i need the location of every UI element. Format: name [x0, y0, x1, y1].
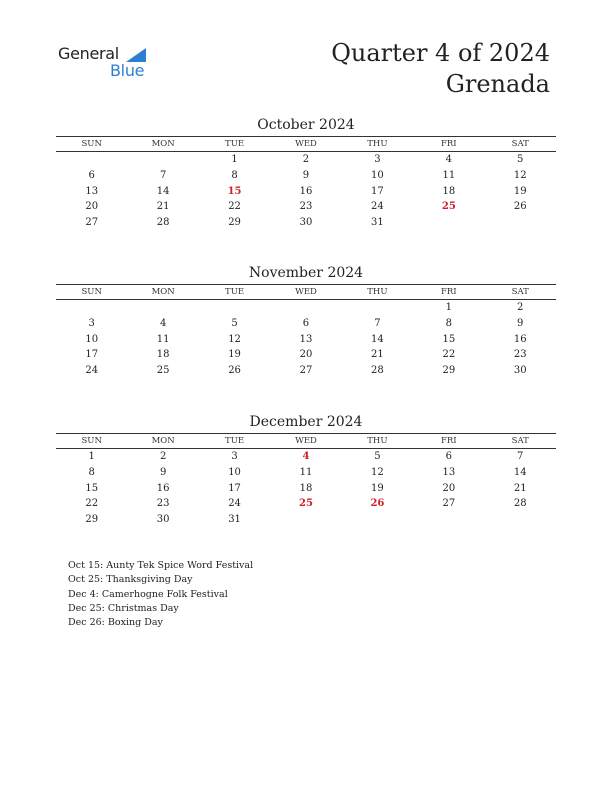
empty-day-cell — [485, 215, 556, 231]
day-cell: 17 — [228, 482, 241, 494]
day-cell: 31 — [228, 514, 241, 526]
day-cell: 11 — [156, 333, 170, 345]
day-cell: 30 — [156, 514, 170, 526]
weekday-label: SAT — [511, 436, 529, 446]
weekday-label: SUN — [81, 436, 102, 446]
day-cell: 9 — [302, 169, 310, 181]
weekday-label: MON — [151, 287, 175, 297]
day-cell: 23 — [299, 201, 313, 213]
day-cell: 30 — [513, 365, 527, 377]
day-cell: 24 — [371, 201, 384, 213]
weekday-label: SUN — [81, 287, 102, 297]
month-grid — [56, 300, 556, 379]
day-cell: 25 — [156, 365, 170, 377]
day-cell: 28 — [513, 498, 527, 510]
week-row — [56, 199, 556, 215]
day-cell: 18 — [299, 482, 313, 494]
country-title: Grenada — [445, 70, 550, 98]
day-cell: 14 — [371, 333, 384, 345]
weekday-label: FRI — [440, 139, 457, 149]
day-cell: 27 — [442, 498, 456, 510]
day-cell: 31 — [371, 217, 384, 229]
day-cell: 12 — [513, 169, 527, 181]
empty-day-cell — [342, 300, 413, 316]
holiday-day-cell: 26 — [370, 498, 385, 510]
week-row — [56, 152, 556, 168]
day-cell: 14 — [513, 466, 527, 478]
day-cell: 6 — [88, 169, 95, 181]
weekday-label: MON — [151, 436, 175, 446]
quarter-title: Quarter 4 of 2024 — [331, 39, 550, 67]
day-cell: 7 — [517, 451, 524, 462]
month-title: November 2024 — [248, 265, 364, 281]
day-cell: 21 — [371, 349, 384, 361]
day-cell: 14 — [156, 185, 170, 197]
day-cell: 18 — [442, 185, 456, 197]
day-cell: 6 — [302, 317, 310, 329]
logo-flag-icon — [126, 48, 146, 62]
week-row — [56, 184, 556, 200]
day-cell: 1 — [231, 154, 238, 165]
weekday-label: TUE — [225, 436, 245, 446]
day-cell: 20 — [442, 482, 456, 494]
day-cell: 5 — [517, 154, 524, 165]
week-row — [56, 512, 556, 528]
day-cell: 30 — [299, 217, 313, 229]
weekday-label: TUE — [225, 139, 245, 149]
day-cell: 17 — [85, 349, 99, 361]
day-cell: 15 — [85, 482, 99, 494]
holiday-day-cell: 15 — [227, 185, 242, 197]
month-title: December 2024 — [249, 414, 363, 430]
day-cell: 5 — [231, 317, 238, 329]
empty-day-cell — [199, 300, 270, 316]
day-cell: 13 — [299, 333, 313, 345]
month-october — [56, 116, 556, 231]
weekday-label: SAT — [511, 287, 529, 297]
day-cell: 28 — [371, 365, 384, 377]
generalblue-logo — [58, 44, 158, 80]
week-row — [56, 300, 556, 316]
week-row — [56, 363, 556, 379]
week-row — [56, 332, 556, 348]
day-cell: 16 — [513, 333, 527, 345]
logo-text-general: General — [58, 44, 119, 63]
weekday-label: THU — [367, 287, 388, 297]
day-cell: 19 — [371, 482, 384, 494]
day-cell: 9 — [517, 317, 524, 329]
weekday-label: SUN — [81, 139, 102, 149]
day-cell: 11 — [442, 169, 456, 181]
day-cell: 2 — [159, 451, 167, 462]
weekday-header — [56, 284, 556, 300]
day-cell: 4 — [445, 154, 452, 165]
holiday-day-cell: 25 — [441, 201, 456, 213]
weekday-label: FRI — [440, 287, 457, 297]
day-cell: 28 — [156, 217, 170, 229]
week-row — [56, 481, 556, 497]
day-cell: 7 — [159, 169, 167, 181]
day-cell: 7 — [374, 317, 381, 329]
page-title — [331, 38, 550, 100]
day-cell: 12 — [228, 333, 241, 345]
day-cell: 8 — [231, 169, 238, 181]
day-cell: 1 — [88, 451, 95, 462]
empty-day-cell — [485, 512, 556, 528]
week-row — [56, 465, 556, 481]
month-grid — [56, 449, 556, 528]
day-cell: 2 — [517, 302, 524, 313]
empty-day-cell — [56, 152, 127, 168]
month-grid — [56, 152, 556, 231]
day-cell: 12 — [371, 466, 384, 478]
week-row — [56, 316, 556, 332]
weekday-label: WED — [295, 139, 317, 149]
weekday-label: MON — [151, 139, 175, 149]
day-cell: 29 — [85, 514, 99, 526]
empty-day-cell — [342, 512, 413, 528]
day-cell: 23 — [156, 498, 170, 510]
day-cell: 10 — [371, 169, 384, 181]
day-cell: 24 — [228, 498, 241, 510]
day-cell: 15 — [442, 333, 456, 345]
empty-day-cell — [56, 300, 127, 316]
holiday-note: Oct 25: Thanksgiving Day — [68, 574, 193, 586]
day-cell: 21 — [513, 482, 527, 494]
day-cell: 21 — [156, 201, 170, 213]
day-cell: 8 — [88, 466, 95, 478]
day-cell: 11 — [299, 466, 313, 478]
weekday-label: THU — [367, 436, 388, 446]
day-cell: 29 — [442, 365, 456, 377]
week-row — [56, 347, 556, 363]
week-row — [56, 449, 556, 465]
month-november — [56, 264, 556, 379]
weekday-label: THU — [367, 139, 388, 149]
holiday-note: Dec 26: Boxing Day — [68, 617, 163, 629]
day-cell: 22 — [442, 349, 456, 361]
day-cell: 6 — [445, 451, 452, 462]
day-cell: 3 — [374, 154, 381, 165]
day-cell: 3 — [231, 451, 238, 462]
empty-day-cell — [270, 512, 341, 528]
day-cell: 27 — [299, 365, 313, 377]
empty-day-cell — [127, 152, 198, 168]
holiday-note: Dec 4: Camerhogne Folk Festival — [68, 588, 228, 600]
holiday-day-cell: 25 — [299, 498, 313, 510]
weekday-label: FRI — [440, 436, 457, 446]
day-cell: 5 — [374, 451, 381, 462]
week-row — [56, 496, 556, 512]
day-cell: 22 — [85, 498, 99, 510]
weekday-header — [56, 433, 556, 449]
month-december — [56, 413, 556, 528]
day-cell: 10 — [85, 333, 99, 345]
day-cell: 20 — [299, 349, 313, 361]
weekday-header — [56, 136, 556, 152]
holiday-notes — [68, 559, 253, 630]
weekday-label: WED — [295, 287, 317, 297]
weekday-label: TUE — [225, 287, 245, 297]
day-cell: 1 — [445, 302, 452, 313]
day-cell: 23 — [513, 349, 527, 361]
weekday-label: SAT — [511, 139, 529, 149]
week-row — [56, 215, 556, 231]
day-cell: 26 — [513, 201, 527, 213]
empty-day-cell — [413, 512, 484, 528]
day-cell: 22 — [228, 201, 241, 213]
holiday-day-cell: 4 — [302, 451, 310, 462]
day-cell: 2 — [302, 154, 310, 165]
day-cell: 13 — [442, 466, 456, 478]
empty-day-cell — [127, 300, 198, 316]
holiday-note: Oct 15: Aunty Tek Spice Word Festival — [68, 560, 254, 571]
day-cell: 18 — [156, 349, 170, 361]
day-cell: 3 — [88, 317, 95, 329]
logo-text-blue: Blue — [110, 61, 145, 80]
month-title: October 2024 — [257, 117, 355, 133]
day-cell: 9 — [159, 466, 167, 478]
day-cell: 4 — [159, 317, 167, 329]
day-cell: 10 — [228, 466, 241, 478]
holiday-note: Dec 25: Christmas Day — [68, 602, 179, 614]
day-cell: 16 — [156, 482, 170, 494]
day-cell: 19 — [513, 185, 527, 197]
day-cell: 8 — [445, 317, 452, 329]
day-cell: 24 — [85, 365, 99, 377]
empty-day-cell — [413, 215, 484, 231]
day-cell: 13 — [85, 185, 99, 197]
day-cell: 20 — [85, 201, 99, 213]
day-cell: 29 — [228, 217, 241, 229]
week-row — [56, 168, 556, 184]
day-cell: 26 — [228, 365, 241, 377]
empty-day-cell — [270, 300, 341, 316]
day-cell: 16 — [299, 185, 313, 197]
day-cell: 27 — [85, 217, 99, 229]
day-cell: 19 — [228, 349, 241, 361]
day-cell: 17 — [371, 185, 384, 197]
weekday-label: WED — [295, 436, 317, 446]
